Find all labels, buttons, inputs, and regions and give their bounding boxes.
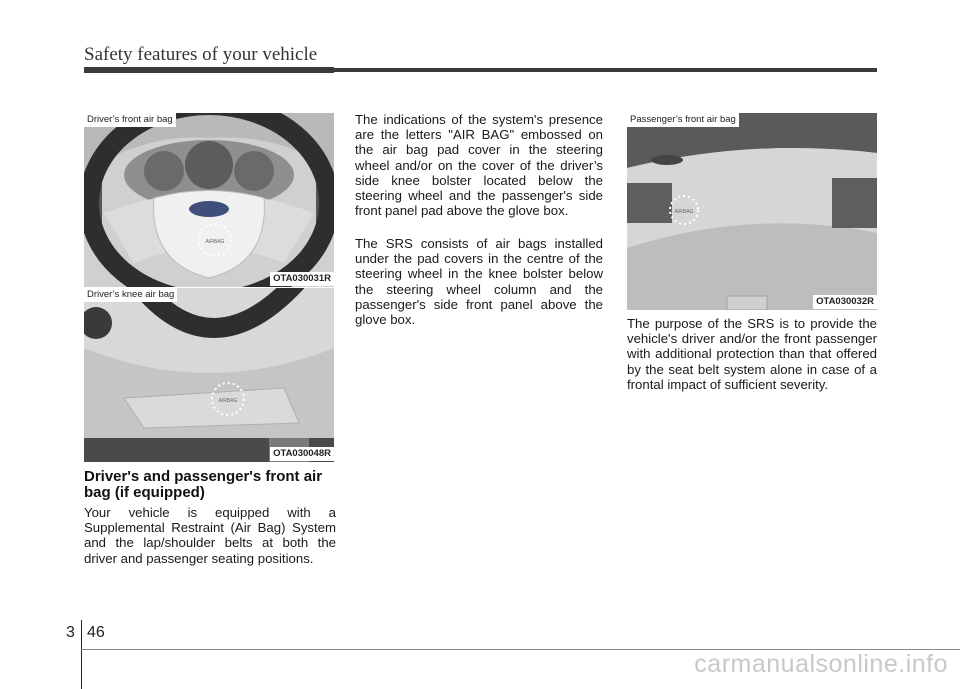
watermark: carmanualsonline.info	[694, 650, 948, 678]
driver-knee-airbag-figure	[84, 288, 334, 462]
paragraph: The purpose of the SRS is to provide the vehicle's driver and/or the front passenger with additional protection than that offered by the seat belt system alone in case of a frontal impact of sufficient severity.	[627, 316, 877, 392]
figure-code: OTA030031R	[270, 272, 334, 286]
page-header-title: Safety features of your vehicle	[84, 44, 318, 65]
airbag-emboss-text: AIRBAG	[218, 398, 238, 404]
paragraph: The SRS consists of air bags installed under the pad covers in the centre of the steering wheel in the knee bolster below the steering wheel column and the passenger's side front panel above the glove box.	[355, 236, 603, 328]
steering-wheel-illustration	[84, 113, 334, 287]
figure-label: Driver’s front air bag	[84, 113, 176, 127]
figure-code: OTA030048R	[270, 447, 334, 461]
airbag-emboss-text: AIRBAG	[205, 239, 225, 245]
paragraph: The indications of the system's presence are the letters "AIR BAG" embossed on the air bag pad cover in the steering wheel and/or on the cover of the driver’s side knee bolster located below the steering wheel and the passenger's side front panel pad above the glove box.	[355, 112, 603, 219]
driver-front-airbag-figure	[84, 113, 334, 287]
airbag-emboss-text: AIRBAG	[674, 209, 694, 215]
header-rule	[84, 68, 877, 72]
page-number: 46	[87, 624, 105, 641]
figure-label: Driver’s knee air bag	[84, 288, 177, 302]
figure-code: OTA030032R	[813, 295, 877, 309]
dashboard-illustration	[627, 113, 877, 310]
paragraph: Your vehicle is equipped with a Supplemental Restraint (Air Bag) System and the lap/shoulder belts at both the driver and passenger seating positions.	[84, 505, 336, 566]
footer-divider	[81, 620, 82, 689]
chapter-number: 3	[66, 624, 75, 641]
passenger-front-airbag-figure	[627, 113, 877, 310]
figure-label: Passenger’s front air bag	[627, 113, 739, 127]
knee-bolster-illustration	[84, 288, 334, 462]
section-heading: Driver's and passenger's front air bag (if equipped)	[84, 468, 323, 501]
